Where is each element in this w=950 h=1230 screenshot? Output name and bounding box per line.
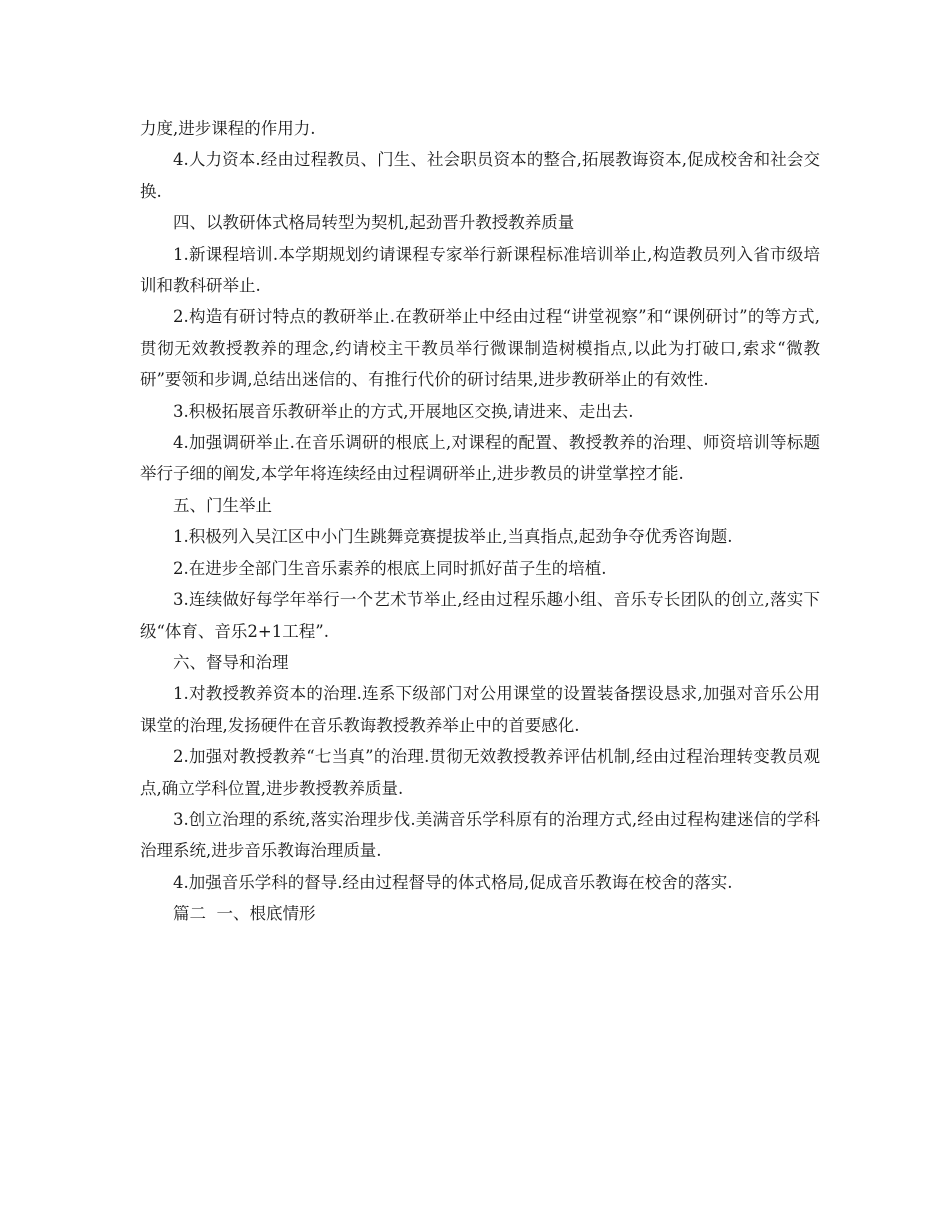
paragraph: 2.构造有研讨特点的教研举止.在教研举止中经由过程“讲堂视察”和“课例研讨”的等方式,贯彻无效教授教养的理念,约请校主干教员举行微课制造树模指点,以此为打破口,索求“微教研”要领和步调,总结出迷信的、有推行代价的研讨结果,进步教研举止的有效性. — [140, 307, 820, 390]
paragraph: 力度,进步课程的作用力. — [140, 119, 316, 138]
paragraph: 1.积极列入吴江区中小门生跳舞竞赛提拔举止,当真指点,起劲争夺优秀咨询题. — [173, 527, 733, 547]
section-heading: 六、督导和治理 — [173, 652, 289, 672]
paragraph: 3.积极拓展音乐教研举止的方式,开展地区交换,请进来、走出去. — [173, 401, 634, 421]
paragraph: 1.新课程培训.本学期规划约请课程专家举行新课程标准培训举止,构造教员列入省市级培训和教科研举止. — [140, 244, 820, 296]
paragraph: 4.加强音乐学科的督导.经由过程督导的体式格局,促成音乐教诲在校舍的落实. — [173, 872, 733, 892]
paragraph: 3.创立治理的系统,落实治理步伐.美满音乐学科原有的治理方式,经由过程构建迷信的学科治理系统,进步音乐教诲治理质量. — [140, 809, 820, 861]
paragraph: 2.在进步全部门生音乐素养的根底上同时抓好苗子生的培植. — [173, 558, 607, 578]
paragraph: 2.加强对教授教养“七当真”的治理.贯彻无效教授教养评估机制,经由过程治理转变教员观点,确立学科位置,进步教授教养质量. — [140, 747, 820, 798]
section-heading: 篇二 一、根底情形 — [173, 904, 316, 924]
paragraph: 1.对教授教养资本的治理.连系下级部门对公用课堂的设置装备摆设恳求,加强对音乐公用课堂的治理,发扬硬件在音乐教诲教授教养举止中的首要感化. — [140, 684, 820, 735]
document-body — [140, 113, 820, 930]
section-heading: 五、门生举止 — [173, 495, 272, 515]
paragraph: 4.人力资本.经由过程教员、门生、社会职员资本的整合,拓展教诲资本,促成校舍和社会交换. — [140, 150, 820, 201]
paragraph: 3.连续做好每学年举行一个艺术节举止,经由过程乐趣小组、音乐专长团队的创立,落实下级“体育、音乐2+1工程”. — [140, 590, 820, 641]
section-heading: 四、以教研体式格局转型为契机,起劲晋升教授教养质量 — [173, 213, 575, 233]
paragraph: 4.加强调研举止.在音乐调研的根底上,对课程的配置、教授教养的治理、师资培训等标题举行子细的阐发,本学年将连续经由过程调研举止,进步教员的讲堂掌控才能. — [140, 433, 820, 484]
